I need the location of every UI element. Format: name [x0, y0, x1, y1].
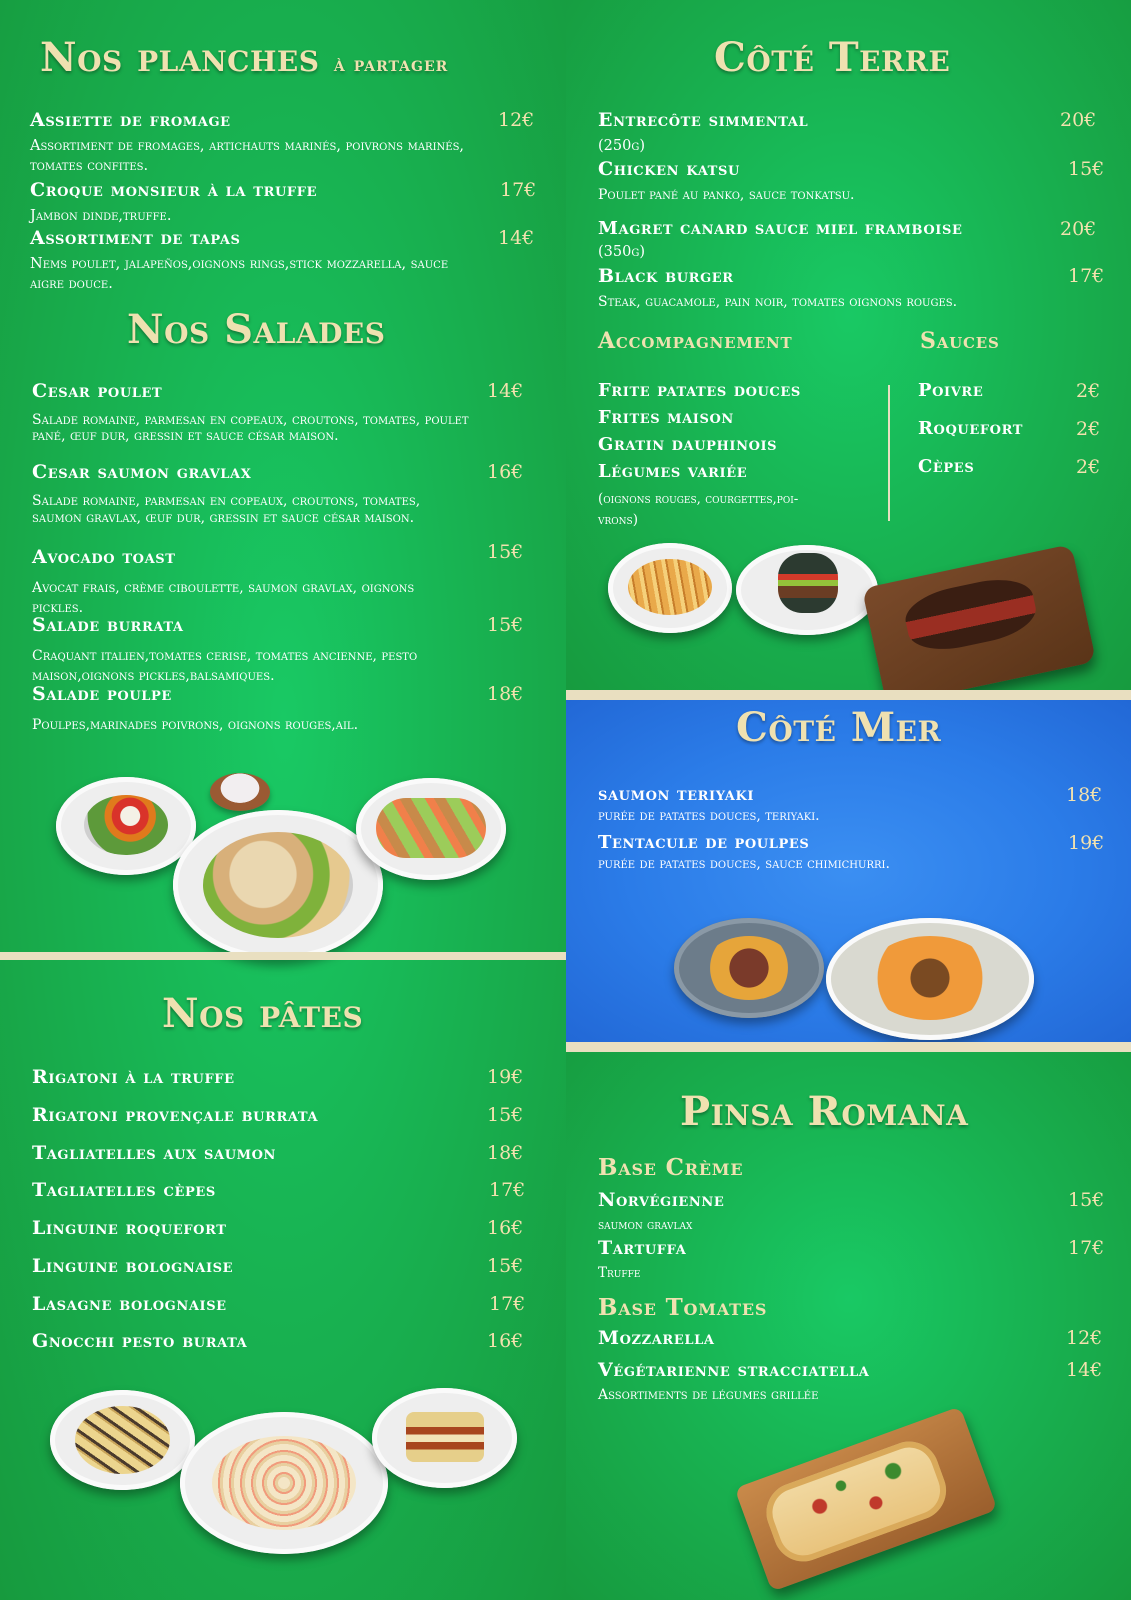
salad-food-icon	[84, 795, 168, 855]
base-tomates-title: Base Tomates	[598, 1294, 768, 1321]
pate-item-price: 19€	[487, 1066, 524, 1088]
salade-item-desc: Salade romaine, parmesan en copeaux, croutons, tomates, poulet pané, œuf dur, gressin et sauce césar maison.	[32, 412, 469, 444]
salade-item-name: Salade poulpe	[32, 683, 172, 705]
pizza-food-icon	[758, 1433, 955, 1570]
terre-title: Côté Terre	[714, 34, 951, 81]
pinsa-title: Pinsa Romana	[680, 1088, 969, 1135]
terre-item-price: 15€	[1068, 158, 1105, 180]
pinsa-item-name: Végétarienne stracciatella	[598, 1359, 870, 1381]
accompagnement-note: (oignons rouges, courgettes,poi-	[598, 491, 799, 507]
planches-title-suffix: à partager	[333, 52, 449, 76]
salmon-plate-image	[826, 918, 1034, 1040]
accompagnement-note: vrons)	[598, 512, 638, 528]
planche-item-price: 12€	[498, 109, 535, 131]
column-divider	[888, 385, 890, 521]
terre-item-name: Magret canard sauce miel framboise	[598, 218, 963, 239]
tagliatelles-image	[180, 1412, 388, 1554]
pate-item-name: Gnocchi pesto burata	[32, 1330, 248, 1352]
terre-item-desc: Poulet pané au panko, sauce tonkatsu.	[598, 187, 855, 203]
octopus-food-icon	[704, 936, 794, 1000]
salmon-food-icon	[866, 936, 994, 1020]
salade-item-name: Cesar saumon gravlax	[32, 461, 252, 483]
pate-item-name: Lasagne bolognaise	[32, 1293, 227, 1315]
terre-item-price: 17€	[1068, 265, 1105, 287]
sauce-item-name: Roquefort	[918, 418, 1024, 439]
salade-item-name: Cesar poulet	[32, 380, 163, 402]
section-divider	[566, 690, 1131, 700]
pinsa-item-desc: saumon gravlax	[598, 1217, 693, 1233]
burrata-salad-image	[56, 777, 196, 875]
mer-title: Côté Mer	[736, 704, 942, 751]
accompagnement-item: Frites maison	[598, 407, 734, 428]
planche-item-desc: Jambon dinde,truffe.	[30, 208, 172, 224]
salade-item-desc: Poulpes,marinades poivrons, oignons rouges,ail.	[32, 717, 359, 733]
terre-item-name: Entrecôte simmental	[598, 109, 809, 131]
lasagne-image	[372, 1388, 517, 1488]
sauce-item-name: Cèpes	[918, 456, 975, 477]
pinsa-item-desc: Assortiments de légumes grillée	[598, 1387, 819, 1403]
sauce-item-price: 2€	[1076, 418, 1101, 440]
terre-item-price: 20€	[1060, 109, 1097, 131]
planche-item-name: Assiette de fromage	[30, 109, 231, 131]
rigatoni-truffe-image	[50, 1390, 195, 1490]
salade-item-name: Salade burrata	[32, 614, 184, 636]
accompagnement-item: Légumes variée	[598, 461, 748, 482]
pate-item-name: Linguine bolognaise	[32, 1255, 234, 1277]
pinsa-item-name: Norvégienne	[598, 1189, 725, 1211]
pate-item-name: Rigatoni provençale burrata	[32, 1104, 319, 1126]
section-divider	[566, 1042, 1131, 1052]
salade-item-price: 16€	[487, 461, 524, 483]
terre-panel	[566, 0, 1131, 700]
terre-item-name: Black burger	[598, 265, 734, 287]
salade-item-desc: Salade romaine, parmesan en copeaux, croutons, tomates, saumon gravlax, œuf dur, gressin et sauce césar maison.	[32, 493, 421, 526]
sauces-title: Sauces	[920, 328, 1000, 354]
pates-title: Nos pâtes	[162, 990, 364, 1037]
terre-item-desc: (250g)	[598, 138, 645, 154]
accompagnement-title: Accompagnement	[598, 328, 793, 354]
pinsa-item-name: Tartuffa	[598, 1237, 687, 1259]
mer-item-name: Tentacule de poulpes	[598, 832, 810, 853]
sauce-item-name: Poivre	[918, 380, 984, 401]
planche-item-desc: Nems poulet, jalapeños,oignons rings,stick mozzarella, sauce aigre douce.	[30, 256, 449, 292]
accompagnement-item: Frite patates douces	[598, 380, 801, 401]
accompagnement-item: Gratin dauphinois	[598, 434, 778, 455]
pinsa-item-price: 14€	[1066, 1359, 1103, 1381]
tagliatelles-food-icon	[212, 1436, 356, 1530]
rigatoni-food-icon	[75, 1406, 170, 1474]
avocado-toast-food-icon	[376, 798, 486, 858]
pinsa-board-image	[734, 1406, 997, 1591]
base-creme-title: Base Crème	[598, 1154, 744, 1181]
pate-item-price: 17€	[489, 1179, 526, 1201]
pinsa-item-desc: Truffe	[598, 1265, 641, 1281]
sauce-item-price: 2€	[1076, 380, 1101, 402]
salade-item-price: 15€	[487, 614, 524, 636]
terre-item-name: Chicken katsu	[598, 158, 740, 180]
pinsa-item-name: Mozzarella	[598, 1327, 715, 1349]
pate-item-price: 15€	[487, 1104, 524, 1126]
planches-title-main: Nos planches	[40, 34, 320, 81]
planche-item-price: 14€	[498, 227, 535, 249]
pate-item-name: Tagliatelles aux saumon	[32, 1142, 277, 1164]
terre-item-desc: Steak, guacamole, pain noir, tomates oignons rouges.	[598, 294, 958, 310]
mer-item-desc: purée de patates douces, sauce chimichurri.	[598, 856, 890, 872]
mer-item-price: 18€	[1066, 784, 1103, 806]
pate-item-price: 15€	[487, 1255, 524, 1277]
mer-item-price: 19€	[1068, 832, 1105, 854]
pate-item-price: 18€	[487, 1142, 524, 1164]
chicken-salad-image	[173, 810, 383, 960]
burger-food-icon	[778, 553, 838, 613]
pate-item-price: 17€	[489, 1293, 526, 1315]
salade-item-price: 14€	[487, 380, 524, 402]
pinsa-item-price: 12€	[1066, 1327, 1103, 1349]
terre-item-price: 20€	[1060, 218, 1097, 240]
pinsa-panel	[566, 1052, 1131, 1600]
planches-title	[40, 34, 448, 81]
salade-item-desc: Craquant italien,tomates cerise, tomates ancienne, pesto maison,oignons pickles,balsamiques.	[32, 648, 418, 684]
pinsa-item-price: 17€	[1068, 1237, 1105, 1259]
salade-item-price: 15€	[487, 541, 524, 563]
mer-panel	[566, 700, 1131, 1042]
steak-board-image	[862, 544, 1096, 700]
chicken-katsu-image	[608, 543, 732, 633]
mer-item-name: saumon teriyaki	[598, 784, 755, 805]
salt-bowl-image	[210, 773, 270, 811]
katsu-food-icon	[628, 559, 712, 615]
steak-food-icon	[901, 572, 1041, 658]
salades-title: Nos Salades	[127, 306, 386, 353]
salade-item-price: 18€	[487, 683, 524, 705]
planche-item-name: Assortiment de tapas	[30, 227, 241, 249]
pate-item-name: Rigatoni à la truffe	[32, 1066, 235, 1088]
pate-item-price: 16€	[487, 1330, 524, 1352]
planche-item-desc: Assortiment de fromages, artichauts marinés, poivrons marinés, tomates confites.	[30, 138, 465, 174]
planche-item-price: 17€	[500, 179, 537, 201]
salade-item-name: Avocado toast	[32, 546, 176, 568]
section-divider	[0, 952, 568, 960]
black-burger-image	[736, 545, 878, 635]
pinsa-item-price: 15€	[1068, 1189, 1105, 1211]
sauce-item-price: 2€	[1076, 456, 1101, 478]
terre-item-desc: (350g)	[598, 244, 645, 260]
pate-item-name: Linguine roquefort	[32, 1217, 227, 1239]
chicken-salad-food-icon	[203, 832, 353, 938]
pate-item-price: 16€	[487, 1217, 524, 1239]
avocado-toast-image	[356, 778, 506, 880]
pate-item-name: Tagliatelles cèpes	[32, 1179, 216, 1201]
planche-item-name: Croque monsieur à la truffe	[30, 179, 318, 201]
octopus-plate-image	[674, 918, 824, 1018]
salade-item-desc: Avocat frais, crème ciboulette, saumon gravlax, oignons pickles.	[32, 580, 415, 616]
lasagne-food-icon	[406, 1412, 484, 1462]
mer-item-desc: purée de patates douces, teriyaki.	[598, 808, 820, 824]
